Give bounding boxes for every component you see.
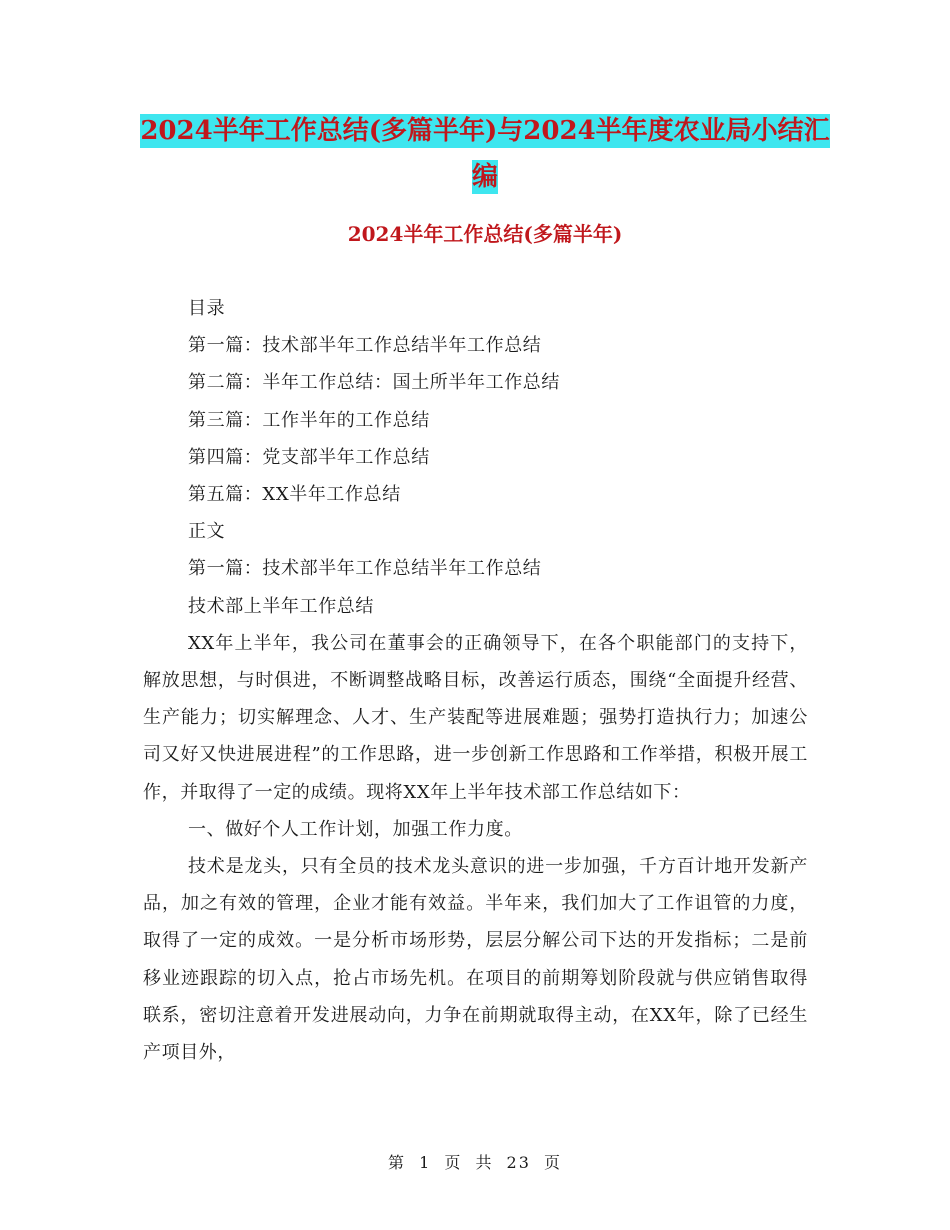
chapter-title: 第一篇：技术部半年工作总结半年工作总结: [188, 558, 542, 580]
toc-item-1: 第一篇：技术部半年工作总结半年工作总结: [188, 335, 542, 357]
toc-item-3: 第三篇：工作半年的工作总结: [188, 409, 430, 431]
paragraph-intro: XX年上半年，我公司在董事会的正确领导下，在各个职能部门的支持下，解放思想，与时俱进，不断调整战略目标，改善运行质态，围绕“全面提升经营、生产能力；切实解理念、人才、生产装配等进展难题；强势打造执行力；加速公司又好又快进展进程”的工作思路，进一步创新工作思路和工作举措，积极开展工作，并取得了一定的成绩。现将XX年上半年技术部工作总结如下：: [143, 632, 808, 803]
document-body: [143, 290, 808, 1071]
toc-item-2: 第二篇：半年工作总结：国土所半年工作总结: [188, 372, 560, 394]
section-title: 2024半年工作总结(多篇半年): [347, 222, 623, 246]
chapter-subtitle: 技术部上半年工作总结: [188, 595, 374, 617]
body-heading: 正文: [188, 521, 226, 543]
toc-item-5: 第五篇：XX半年工作总结: [188, 484, 401, 506]
paragraph-point-heading: 一、做好个人工作计划，加强工作力度。: [188, 818, 523, 840]
page-number-footer: 第 1 页 共 23 页: [388, 1153, 562, 1172]
document-title: [140, 108, 830, 200]
document-title-text: 2024半年工作总结(多篇半年)与2024半年度农业局小结汇编: [140, 116, 830, 192]
paragraph-point-body: 技术是龙头，只有全员的技术龙头意识的进一步加强，千方百计地开发新产品，加之有效的管理，企业才能有效益。半年来，我们加大了工作诅管的力度，取得了一定的成效。一是分析市场形势，层层分解公司下达的开发指标；二是前移业迹跟踪的切入点，抢占市场先机。在项目的前期筹划阶段就与供应销售取得联系，密切注意着开发进展动向，力争在前期就取得主动，在XX年，除了已经生产项目外，: [143, 856, 808, 1064]
toc-heading: 目录: [188, 298, 226, 319]
toc-item-4: 第四篇：党支部半年工作总结: [188, 446, 430, 468]
